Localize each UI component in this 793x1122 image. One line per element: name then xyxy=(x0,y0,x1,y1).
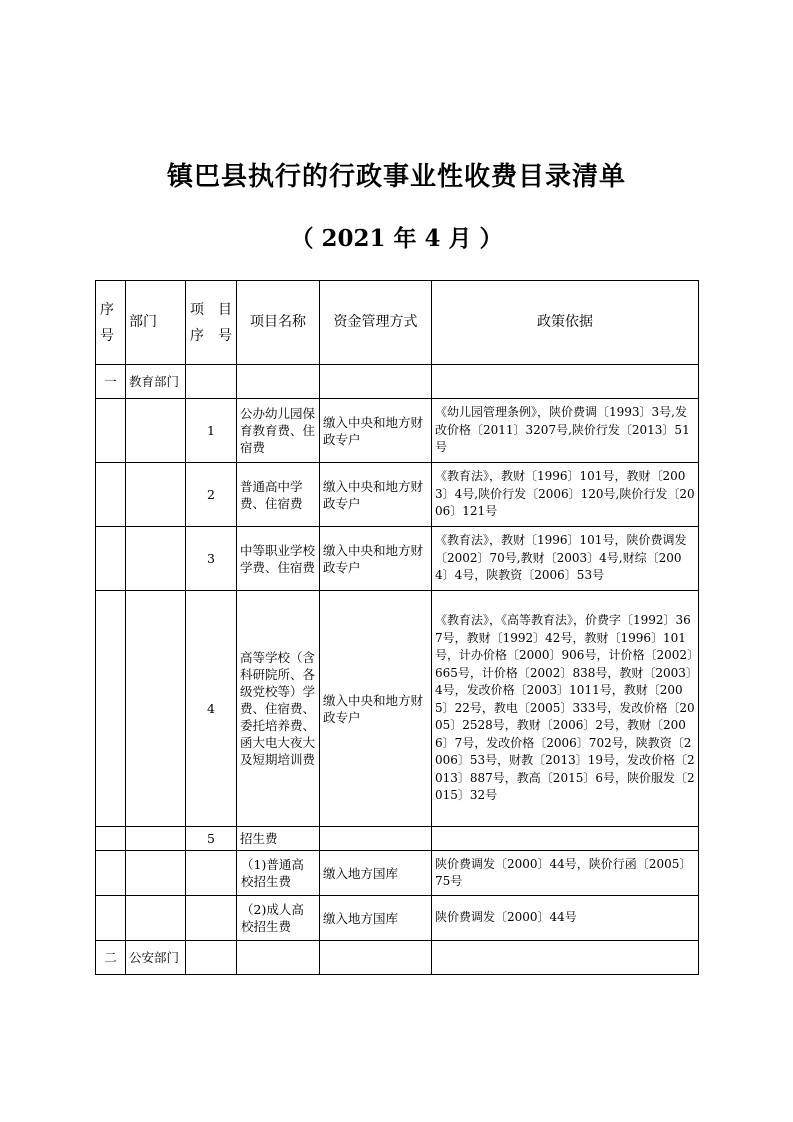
cell-seq xyxy=(96,591,126,827)
cell-item-seq xyxy=(186,896,237,941)
header-item-seq-top: 项 目 xyxy=(190,301,232,318)
cell-item-name: （1)普通高校招生费 xyxy=(237,851,320,896)
header-policy: 政策依据 xyxy=(432,281,699,365)
cell-dept xyxy=(126,527,186,591)
cell-dept xyxy=(126,896,186,941)
cell-seq xyxy=(96,399,126,463)
table-header-row xyxy=(96,281,699,365)
cell-item-name xyxy=(237,365,320,399)
cell-policy: 《教育法》，教财〔1996〕101号，教财〔2003〕4号,陕价行发〔2006〕120号,陕价行发〔2006〕121号 xyxy=(432,463,699,527)
cell-fund-mgmt: 缴入中央和地方财政专户 xyxy=(320,399,432,463)
header-seq-bottom: 号 xyxy=(100,327,114,344)
cell-dept xyxy=(126,827,186,851)
cell-dept xyxy=(126,591,186,827)
table-row xyxy=(96,896,699,941)
cell-policy: 陕价费调发〔2000〕44号 xyxy=(432,896,699,941)
cell-fund-mgmt: 缴入中央和地方财政专户 xyxy=(320,591,432,827)
cell-seq: 一 xyxy=(96,365,126,399)
cell-policy: 《幼儿园管理条例》，陕价费调〔1993〕3号,发改价格〔2011〕3207号,陕价行发〔2013〕51号 xyxy=(432,399,699,463)
cell-item-seq: 3 xyxy=(186,527,237,591)
document-subtitle: （ 2021 年 4 月 ） xyxy=(290,225,503,252)
document-title: 镇巴县执行的行政事业性收费目录清单 xyxy=(166,162,626,192)
cell-policy: 《教育法》，教财〔1996〕101号，陕价费调发〔2002〕70号,教财〔2003〕4号,财综〔2004〕4号，陕教资〔2006〕53号 xyxy=(432,527,699,591)
cell-item-name xyxy=(237,941,320,975)
header-seq-top: 序 xyxy=(100,301,114,318)
header-item-seq-bottom: 序 号 xyxy=(190,327,232,344)
cell-item-seq: 2 xyxy=(186,463,237,527)
cell-item-seq xyxy=(186,365,237,399)
cell-fund-mgmt: 缴入地方国库 xyxy=(320,851,432,896)
cell-policy xyxy=(432,827,699,851)
table-row xyxy=(96,399,699,463)
cell-fund-mgmt: 缴入中央和地方财政专户 xyxy=(320,463,432,527)
table-row xyxy=(96,851,699,896)
cell-item-name: 中等职业学校学费、住宿费 xyxy=(237,527,320,591)
cell-item-seq: 4 xyxy=(186,591,237,827)
cell-item-name: 公办幼儿园保育教育费、住宿费 xyxy=(237,399,320,463)
header-item-name: 项目名称 xyxy=(237,281,320,365)
cell-seq xyxy=(96,827,126,851)
cell-item-seq: 5 xyxy=(186,827,237,851)
cell-dept xyxy=(126,399,186,463)
table-row xyxy=(96,365,699,399)
table-row xyxy=(96,463,699,527)
cell-policy xyxy=(432,941,699,975)
cell-item-seq: 1 xyxy=(186,399,237,463)
header-dept: 部门 xyxy=(126,281,186,365)
cell-item-name: （2)成人高校招生费 xyxy=(237,896,320,941)
table-row xyxy=(96,941,699,975)
cell-policy xyxy=(432,365,699,399)
cell-policy: 《教育法》，《高等教育法》，价费字〔1992〕367号，教财〔1992〕42号，教财〔1996〕101号，计办价格〔2000〕906号，计价格〔2002〕665号，计价格〔2002〕838号，教财〔2003〕4号，发改价格〔2003〕1011号，教财〔2005〕22号，教电〔2005〕333号，发改价格〔2005〕2528号，教财〔2006〕2号，教财〔2006〕7号，发改价格〔2006〕702号，陕教资〔2006〕53号，财教〔2013〕19号，发改价格〔2013〕887号，教高〔2015〕6号，陕价服发〔2015〕32号 xyxy=(432,591,699,827)
cell-seq xyxy=(96,527,126,591)
cell-fund-mgmt xyxy=(320,941,432,975)
cell-dept: 公安部门 xyxy=(126,941,186,975)
cell-seq xyxy=(96,896,126,941)
cell-fund-mgmt: 缴入地方国库 xyxy=(320,896,432,941)
cell-fund-mgmt xyxy=(320,365,432,399)
cell-seq xyxy=(96,851,126,896)
cell-item-seq xyxy=(186,941,237,975)
header-seq xyxy=(96,281,126,365)
cell-dept: 教育部门 xyxy=(126,365,186,399)
header-item-seq xyxy=(186,281,237,365)
table-row xyxy=(96,827,699,851)
cell-fund-mgmt xyxy=(320,827,432,851)
cell-dept xyxy=(126,463,186,527)
header-fund-mgmt: 资金管理方式 xyxy=(320,281,432,365)
cell-item-name: 普通高中学费、住宿费 xyxy=(237,463,320,527)
cell-item-name: 招生费 xyxy=(237,827,320,851)
cell-dept xyxy=(126,851,186,896)
cell-item-name: 高等学校（含科研院所、各级党校等）学费、住宿费、委托培养费、函大电大夜大及短期培训费 xyxy=(237,591,320,827)
cell-fund-mgmt: 缴入中央和地方财政专户 xyxy=(320,527,432,591)
table-row xyxy=(96,591,699,827)
cell-seq xyxy=(96,463,126,527)
cell-policy: 陕价费调发〔2000〕44号，陕价行函〔2005〕75号 xyxy=(432,851,699,896)
cell-item-seq xyxy=(186,851,237,896)
fee-catalog-table xyxy=(95,280,699,975)
cell-seq: 二 xyxy=(96,941,126,975)
table-row xyxy=(96,527,699,591)
